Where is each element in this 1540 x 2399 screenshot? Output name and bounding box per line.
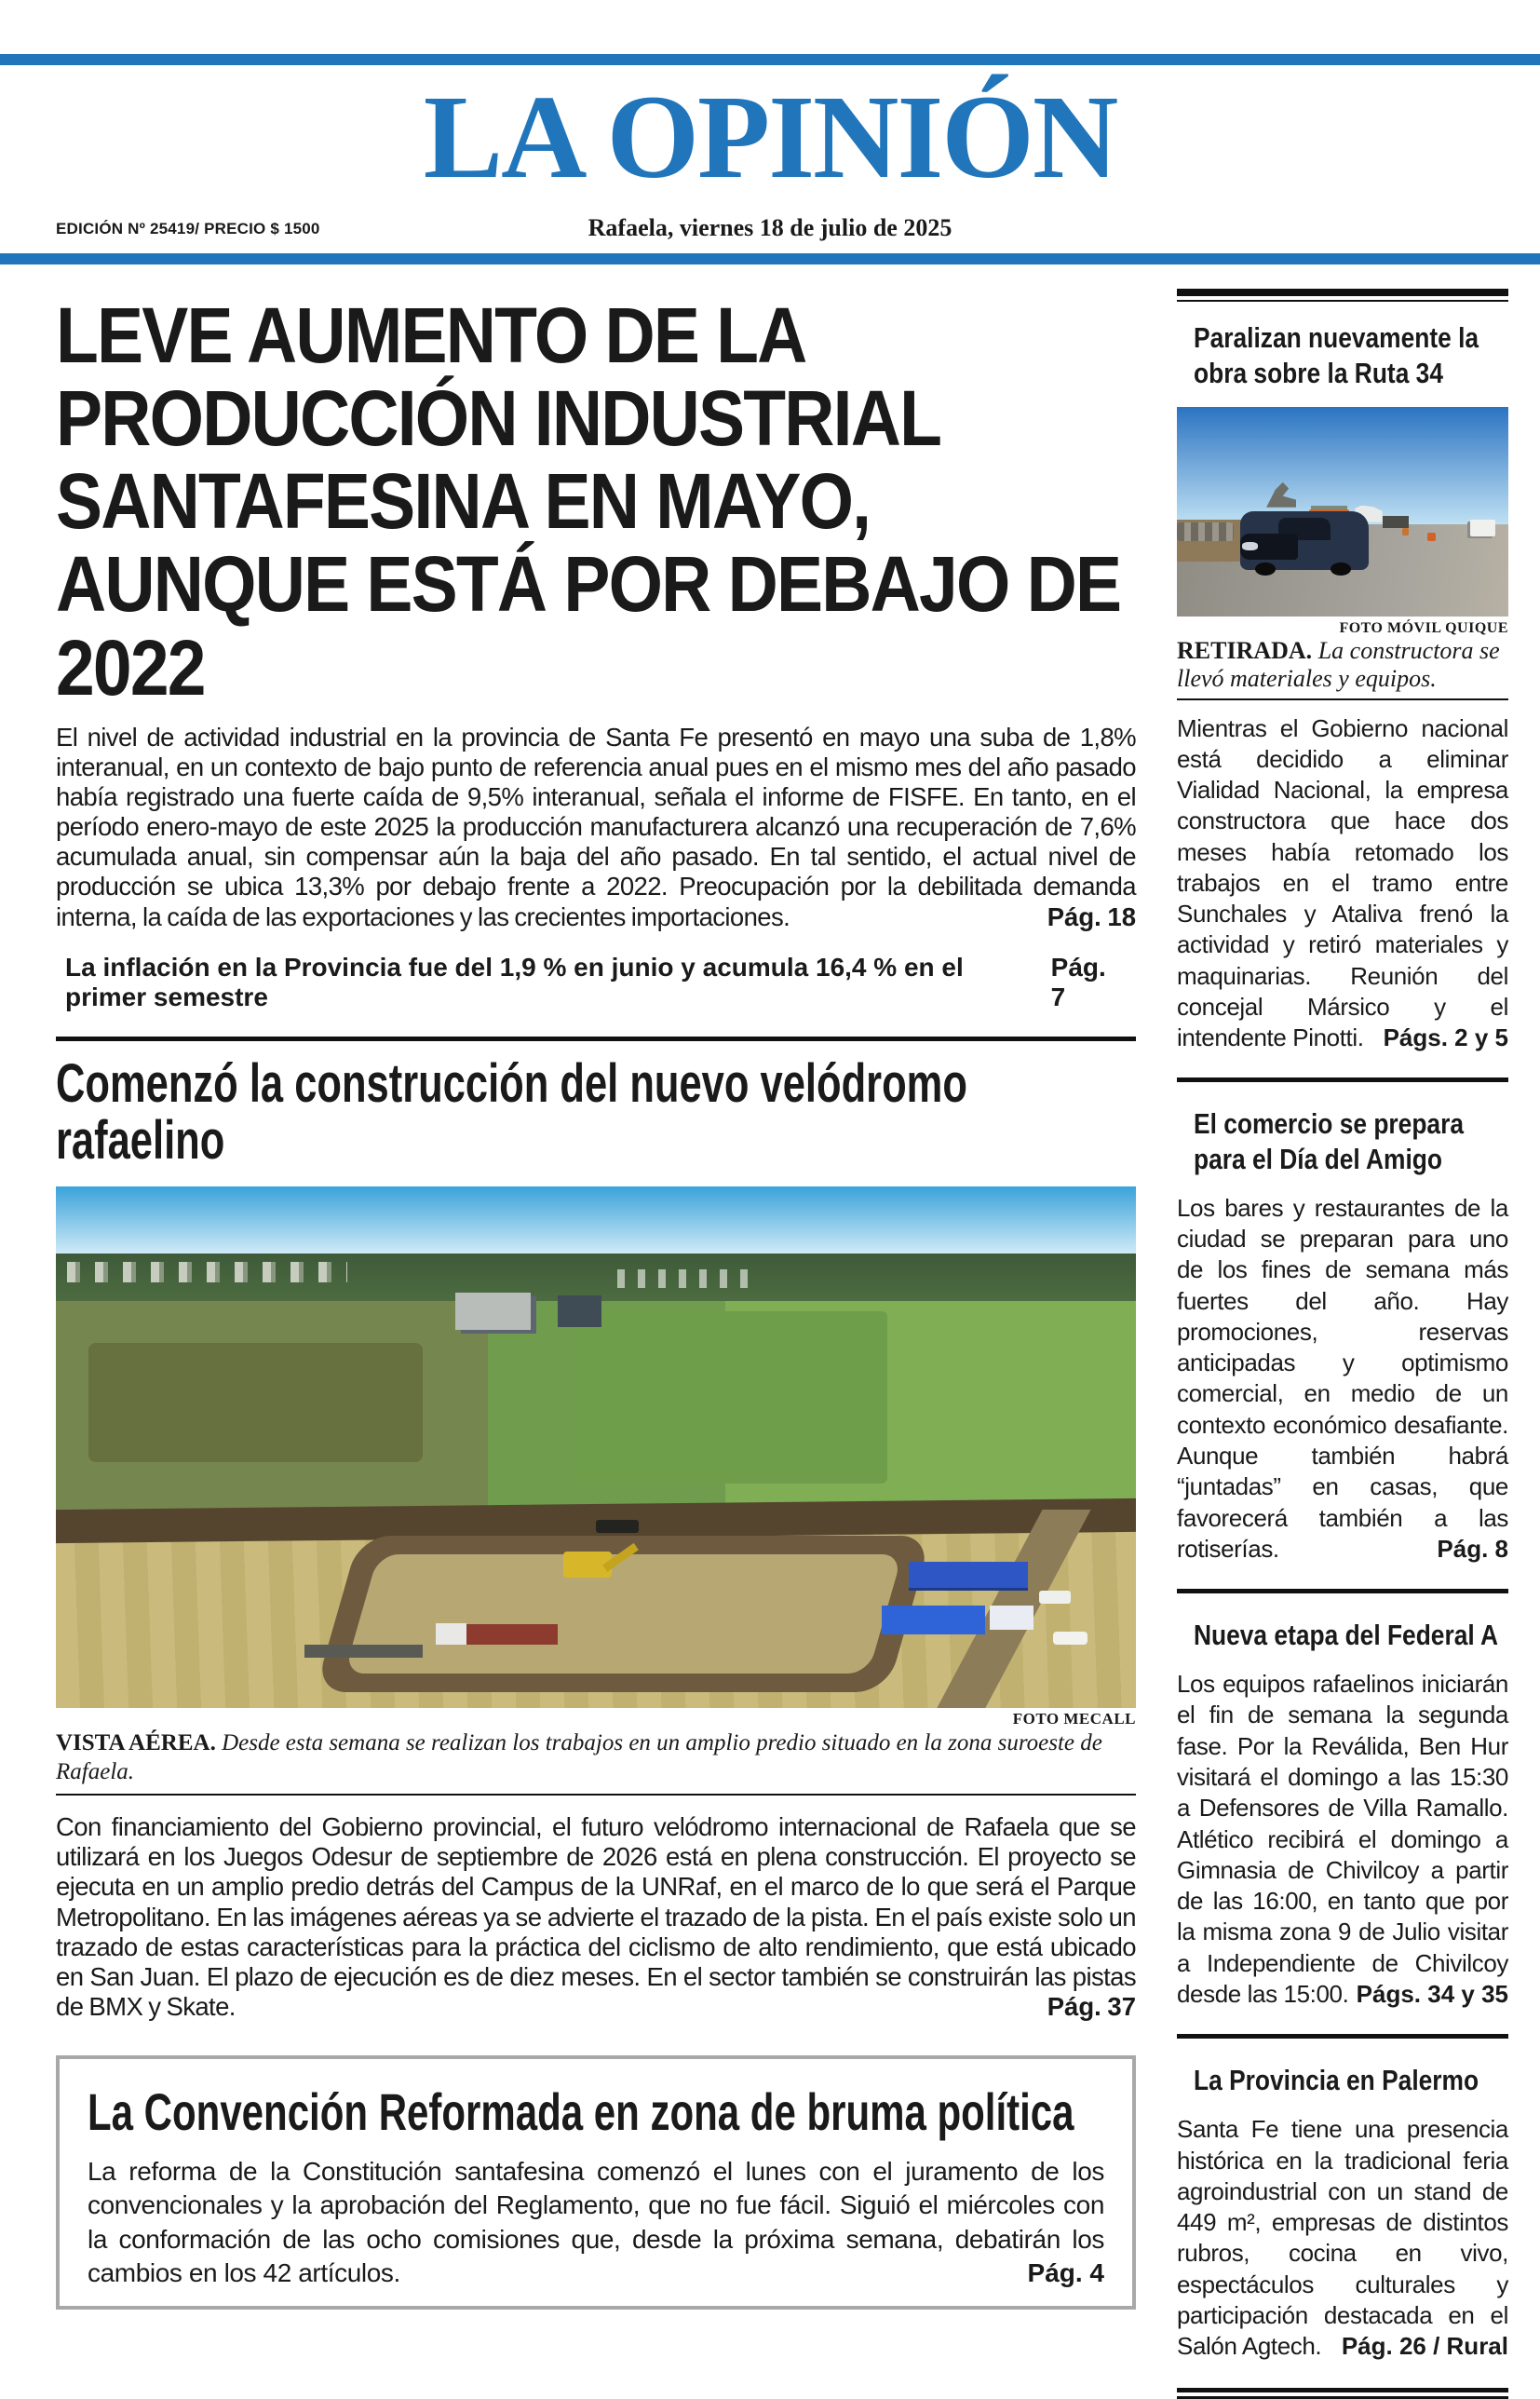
ruta34-body: Mientras el Gobierno nacional está decidido a eliminar Vialidad Nacional, la empresa constructora que hace dos meses había retomado los trabajos en el tramo entre Sunchales y Ataliva frenó la actividad y retiró materiales y maquinarias. Reunión del concejal Mársico y el intendente Pinotti. Págs. 2 y 5: [1177, 713, 1508, 1054]
sidebar-top-rule: [1177, 289, 1508, 302]
photo-shed: [455, 1293, 531, 1329]
lead-body: El nivel de actividad industrial en la provincia de Santa Fe presentó en mayo una suba de 1,8% interanual, en un contexto de bajo punto de referencia anual pues en el mismo mes del año pasado había registrado una fuerte caída de 9,5% interanual, señala el informe de FISFE. En tanto, en el período enero-mayo de este 2025 la producción manufacturera alcanzó una recuperación de 7,6% acumulada anual, sin compensar aún la baja del año pasado. En tal sentido, el actual nivel de producción se ubica 13,3% por debajo frente a 2022. Preocupación por la debilitada demanda interna, la caída de las exportaciones y las crecientes importaciones. Pág. 18: [56, 722, 1136, 931]
sidebar-bottom-rule: [1177, 2388, 1508, 2399]
caption-lead: RETIRADA.: [1177, 636, 1313, 664]
masthead-title: LA OPINIÓN: [423, 71, 1117, 203]
caption-text: La constructora se llevó materiales y equipos.: [1177, 636, 1500, 692]
velodrome-track-infield: [344, 1554, 902, 1674]
photo-blue-container: [909, 1562, 1028, 1588]
masthead: [0, 0, 1540, 264]
convention-body: La reforma de la Constitución santafesina comenzó el lunes con el juramento de los convencionales y la aprobación del Reglamento, que no fue fácil. Siguió el miércoles con la conformación de las ocho comisiones que, desde la próxima semana, debatirán los cambios en los 42 artículos. Pág. 4: [88, 2155, 1104, 2291]
photo-truck-cab: [436, 1623, 466, 1646]
masthead-info: [56, 203, 1484, 244]
photo-town-left: [67, 1262, 348, 1282]
federal-headline[interactable]: Nueva etapa del Federal A: [1194, 1619, 1499, 1652]
rule-thick: [1177, 2388, 1508, 2392]
photo-cone: [1427, 533, 1436, 541]
lead-headline[interactable]: LEVE AUMENTO DE LA PRODUCCIÓN INDUSTRIAL SANTAFESINA EN MAYO, AUNQUE ESTÁ POR DEBAJO DE 2022: [56, 291, 1121, 712]
photo-caption: [56, 1728, 1136, 1796]
photo-town-center: [617, 1269, 758, 1288]
photo-credit: FOTO MÓVIL QUIQUE: [1339, 619, 1508, 636]
sidebar: [1177, 289, 1508, 2399]
photo-dark-van: [596, 1520, 639, 1534]
photo-sky: [1177, 407, 1508, 524]
sidebar-item-comercio: [1177, 1106, 1508, 1565]
palermo-page-ref[interactable]: Pág. 26 / Rural: [1341, 2332, 1508, 2361]
photo-white-van: [1053, 1632, 1087, 1646]
convention-box: [56, 2055, 1136, 2309]
photo-flatbed: [304, 1645, 424, 1659]
section-divider: [56, 1037, 1136, 1041]
ruta34-photo: [1177, 407, 1508, 617]
edition-price: EDICIÓN Nº 25419/ PRECIO $ 1500: [56, 220, 320, 238]
ruta34-headline[interactable]: Paralizan nuevamente la obra sobre la Ruta 34: [1194, 321, 1479, 389]
palermo-body: Santa Fe tiene una presencia histórica en la tradicional feria agroindustrial con un stand de 449 m², empresas de distintos rubros, cocina en vivo, espectáculos culturales y participación destacada en el Salón Agtech. Pág. 26 / Rural: [1177, 2114, 1508, 2362]
top-blue-rule: [0, 54, 1540, 65]
sidebar-item-ruta34: [1177, 320, 1508, 1053]
convention-page-ref[interactable]: Pág. 4: [1027, 2258, 1104, 2288]
photo-truck: [466, 1624, 559, 1645]
photo-cone: [1402, 528, 1409, 535]
comercio-headline[interactable]: El comercio se prepara para el Día del Amigo: [1194, 1107, 1464, 1175]
federal-body: Los equipos rafaelinos iniciarán el fin de semana la segunda fase. Por la Reválida, Ben Hur visitará el domingo a las 15:30 a Defensores de Villa Ramallo. Atlético recibirá el domingo a Gimnasia de Chivilcoy a partir de las 16:00, en tanto que por la misma zona 9 de Julio visitar a Independiente de Chivilcoy desde las 15:00. Págs. 34 y 35: [1177, 1669, 1508, 2010]
photo-white-car: [1039, 1591, 1072, 1603]
car-wheel: [1331, 562, 1351, 576]
sidebar-item-palermo: [1177, 2063, 1508, 2362]
photo-shed-dark: [558, 1295, 601, 1327]
car-headlight: [1242, 542, 1258, 550]
velodrome-headline[interactable]: Comenzó la construcción del nuevo velódromo rafaelino: [56, 1052, 967, 1171]
bottom-blue-rule: [0, 253, 1540, 264]
lead-page-ref[interactable]: Pág. 18: [1047, 901, 1136, 931]
caption-lead: VISTA AÉREA.: [56, 1729, 216, 1755]
velodrome-body: Con financiamiento del Gobierno provincial, el futuro velódromo internacional de Rafaela que se utilizará en los Juegos Odesur de septiembre de 2026 está en plena construcción. El proyecto se ejecuta en un amplio predio detrás del Campus de la UNRaf, en el marco de lo que será el Parque Metropolitano. En las imágenes aéreas ya se advierte el trazado de la pista. En el país existe solo un trazado de estas características para la práctica del ciclismo de alto rendimiento, que está ubicado en San Juan. El plazo de ejecución es de diez meses. En el sector también se construirán las pistas de BMX y Skate. Pág. 37: [56, 1812, 1136, 2022]
photo-white-module: [990, 1606, 1033, 1629]
photo-dark-car: [1240, 511, 1370, 570]
photo-dark-truck: [1383, 516, 1409, 529]
convention-headline[interactable]: La Convención Reformada en zona de bruma política: [88, 2082, 1074, 2142]
inflation-page-ref[interactable]: Pág. 7: [1050, 952, 1106, 1011]
ruta34-page-ref[interactable]: Págs. 2 y 5: [1383, 1023, 1508, 1052]
aerial-photo: [56, 1186, 1136, 1708]
comercio-page-ref[interactable]: Pág. 8: [1437, 1534, 1508, 1563]
inflation-brief: [56, 953, 1136, 1012]
palermo-headline[interactable]: La Provincia en Palermo: [1194, 2064, 1479, 2097]
photo-rubble: [1177, 522, 1234, 541]
photo-field-bright: [574, 1311, 887, 1484]
photo-credit: FOTO MECALL: [1012, 1709, 1136, 1728]
photo-white-truck: [1470, 520, 1495, 536]
rule-thin: [1177, 300, 1508, 302]
federal-page-ref[interactable]: Págs. 34 y 35: [1356, 1979, 1508, 2008]
lead-story: [56, 291, 1136, 931]
main-column: [56, 289, 1136, 2399]
photo-sky: [56, 1186, 1136, 1254]
dateline: Rafaela, viernes 18 de julio de 2025: [588, 214, 952, 242]
velodrome-page-ref[interactable]: Pág. 37: [1047, 1992, 1136, 2022]
sidebar-item-federal-a: [1177, 1618, 1508, 2010]
comercio-body: Los bares y restaurantes de la ciudad se preparan para uno de los fines de semana más fuertes del año. Hay promociones, reservas anticipadas y optimismo comercial, en medio de un contexto económico desafiante. Aunque también habrá “juntadas” en casas, que favorecerá también a las rotiserías. Pág. 8: [1177, 1193, 1508, 1565]
photo-blue-module: [882, 1606, 984, 1634]
sidebar-divider: [1177, 1589, 1508, 1593]
inflation-text: La inflación en la Provincia fue del 1,9 % en junio y acumula 16,4 % en el primer semestre: [65, 952, 964, 1011]
content: [0, 264, 1540, 2399]
velodrome-story: [56, 1052, 1136, 2022]
caption-text: Desde esta semana se realizan los trabajos en un amplio predio situado en la zona suroeste de Rafaela.: [56, 1729, 1102, 1784]
rule-thick: [1177, 289, 1508, 296]
photo-field-dark: [88, 1343, 424, 1463]
photo-caption: [1177, 637, 1508, 700]
sidebar-divider: [1177, 1078, 1508, 1082]
